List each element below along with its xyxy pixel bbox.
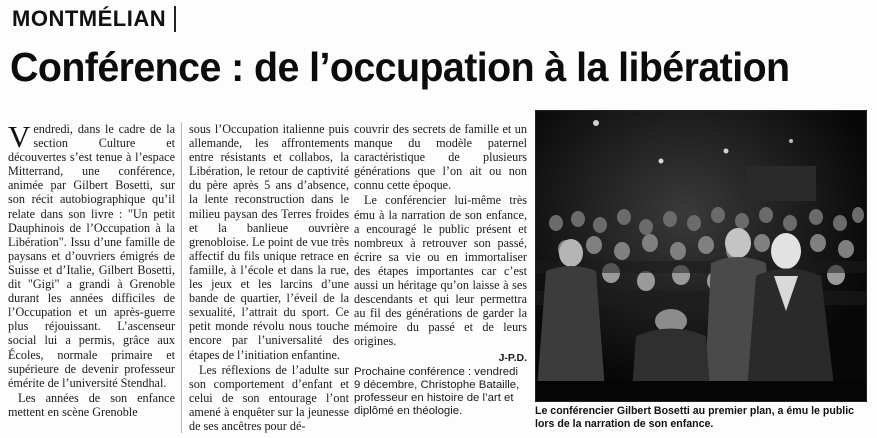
next-conference-note: Prochaine conférence : vendredi 9 décembre, Christophe Bataille, professeur en histoire de l’art et diplômé en théologie. xyxy=(354,365,520,418)
headline: Conférence : de l’occupation à la libération xyxy=(10,44,790,90)
paragraph: sous l’Occupation italienne puis allemande, les affrontements entre résistants et collabos, la Libération, le retour de captivité du père après 5 ans d’absence, la lente reconstruction dans le milieu paysan des Terres froides et la banlieue ouvrière grenobloise. Le point de vue très affectif du fils unique retrace en famille, à l’école et dans la rue, les jeux et les larcins d’une bande de quartier, l’éveil de la sexualité, l’attrait du sport. Ce petit monde révolu nous touche encore par l’universalité des étapes de l’initiation enfantine. xyxy=(189,122,349,362)
article-column-3 xyxy=(354,122,527,418)
article-column-1 xyxy=(8,119,175,419)
photo-illustration xyxy=(536,111,867,402)
photo-caption: Le conférencier Gilbert Bosetti au premier plan, a ému le public lors de la narration de son enfance. xyxy=(535,405,855,430)
paragraph-text: endredi, dans le cadre de la section Culture et découvertes s’est tenue à l’espace Mitterrand, une conférence, animée par Gilbert Bosetti, sur son récit autobiographique qu’il relate dans son livre : "Un petit Dauphinois de l’Occupation à la Libération". Issu d’une famille de paysans et d’ouvriers émigrés de Suisse et d’Italie, Gilbert Bosetti, dit "Gigi" a grandi à Grenoble durant les années difficiles de l’Occupation et un après-guerre plus réjouissant. L’ascenseur social lui a permis, grâce aux Écoles, normale primaire et supérieure de devenir professeur émérite de l’université Stendhal. xyxy=(8,122,175,390)
article-column-2 xyxy=(181,122,349,433)
drop-cap: V xyxy=(8,119,31,154)
paragraph: Les réflexions de l’adulte sur son comportement d’enfant et celui de son entourage l’ont amené à enquêter sur la jeunesse de ses ancêtres pour dé- xyxy=(189,362,349,433)
paragraph xyxy=(8,119,175,390)
paragraph: couvrir des secrets de famille et un manque du modèle paternel caractéristique de plusieurs générations que l’on ait ou non connu cette époque. xyxy=(354,122,527,193)
audience-photo xyxy=(535,110,867,402)
section-label: MONTMÉLIAN xyxy=(12,6,176,32)
paragraph: Les années de son enfance mettent en scène Grenoble xyxy=(8,390,175,419)
paragraph: Le conférencier lui-même très ému à la narration de son enfance, a encouragé le public présent et nombreux à retrouver son passé, écrire sa vie ou en immortaliser des étapes importantes car c’est aussi un héritage qu’on laisse à ses descendants et qui leur permettra au fil des générations de garder la mémoire du passé et de leurs origines. xyxy=(354,193,527,349)
author-signature: J-P.D. xyxy=(498,351,527,364)
